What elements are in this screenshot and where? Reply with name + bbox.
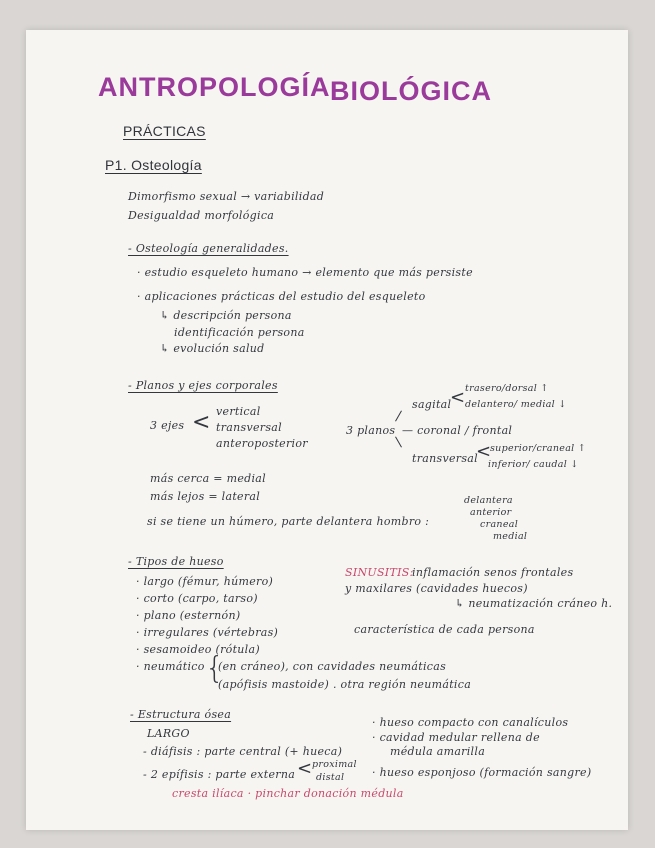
hueso-compacto: · hueso compacto con canalículos [372, 716, 569, 729]
title-right: BIOLÓGICA [330, 76, 492, 106]
notebook-page [26, 30, 628, 830]
gen-bullet-2: · aplicaciones prácticas del estudio del esqueleto [137, 290, 426, 303]
intro-line-2: Desigualdad morfológica [128, 209, 275, 222]
humero-term-2: anterior [470, 507, 512, 518]
cavidad-medular-1: · cavidad medular rellena de [372, 731, 540, 744]
planos-label: 3 planos [346, 424, 396, 437]
intro-line-1: Dimorfismo sexual → variabilidad [128, 190, 325, 203]
gen-sub-3: ↳ evolución salud [160, 342, 265, 355]
tipo-irregular: · irregulares (vértebras) [136, 626, 279, 639]
eje-vertical: vertical [216, 405, 261, 418]
sagital-brace: < [450, 387, 466, 408]
plano-coronal: — coronal / frontal [402, 424, 513, 437]
neumatico-1: (en cráneo), con cavidades neumáticas [218, 660, 447, 673]
epifisis-dir-1: proximal [312, 759, 357, 770]
tipo-neumatico: · neumático [136, 660, 205, 673]
ejes-brace: < [192, 410, 211, 435]
tipo-corto: · corto (carpo, tarso) [136, 592, 258, 605]
gen-bullet-1: · estudio esqueleto humano → elemento que más persiste [137, 266, 473, 279]
epifisis-brace: < [297, 758, 313, 779]
sinusitis-3: ↳ neumatización cráneo h. [455, 597, 613, 610]
plano-sagital: sagital [412, 398, 452, 411]
gen-sub-2: identificación persona [174, 326, 305, 339]
transversal-dir-1: superior/craneal ↑ [490, 443, 587, 454]
tipo-sesamoideo: · sesamoideo (rótula) [136, 643, 260, 656]
pink-note: cresta ilíaca · pinchar donación médula [172, 787, 404, 800]
neumatico-brace: { [205, 651, 225, 686]
caracteristica-line: característica de cada persona [354, 623, 535, 636]
sinusitis-1: inflamación senos frontales [412, 566, 574, 579]
medial-def: más cerca = medial [150, 472, 266, 485]
sagital-dir-1: trasero/dorsal ↑ [465, 383, 549, 394]
sinusitis-2: y maxilares (cavidades huecos) [345, 582, 528, 595]
tipos-heading: - Tipos de hueso [128, 555, 224, 568]
eje-transversal: transversal [216, 421, 282, 434]
humero-term-1: delantera [464, 495, 513, 506]
ejes-label: 3 ejes [150, 419, 185, 432]
title-left: ANTROPOLOGÍA [98, 72, 331, 102]
tipo-largo: · largo (fémur, húmero) [136, 575, 274, 588]
eje-anteroposterior: anteroposterior [216, 437, 308, 450]
planos-heading: - Planos y ejes corporales [128, 379, 278, 392]
transversal-dir-2: inferior/ caudal ↓ [488, 459, 579, 470]
transversal-brace: < [476, 441, 492, 462]
cavidad-medular-2: médula amarilla [390, 745, 486, 758]
plano-transversal: transversal [412, 452, 478, 465]
sagital-dir-2: delantero/ medial ↓ [465, 399, 567, 410]
hueso-esponjoso: · hueso esponjoso (formación sangre) [372, 766, 592, 779]
estructura-heading: - Estructura ósea [130, 708, 232, 721]
estructura-epifisis: - 2 epífisis : parte externa [143, 768, 296, 781]
estructura-diafisis: - diáfisis : parte central (+ hueca) [143, 745, 343, 758]
sinusitis-label: SINUSITIS: [345, 566, 414, 579]
gen-heading: - Osteología generalidades. [128, 242, 289, 255]
epifisis-dir-2: distal [316, 772, 345, 783]
neumatico-2: (apófisis mastoide) . otra región neumática [218, 678, 472, 691]
humero-term-3: craneal [480, 519, 519, 530]
humero-term-4: medial [493, 531, 528, 542]
subtitle: PRÁCTICAS [123, 123, 206, 139]
tipo-plano: · plano (esternón) [136, 609, 241, 622]
lateral-def: más lejos = lateral [150, 490, 261, 503]
humero-line: si se tiene un húmero, parte delantera hombro : [147, 515, 430, 528]
gen-sub-1: ↳ descripción persona [160, 309, 292, 322]
section-title: P1. Osteología [105, 157, 202, 173]
estructura-largo: LARGO [147, 727, 190, 740]
